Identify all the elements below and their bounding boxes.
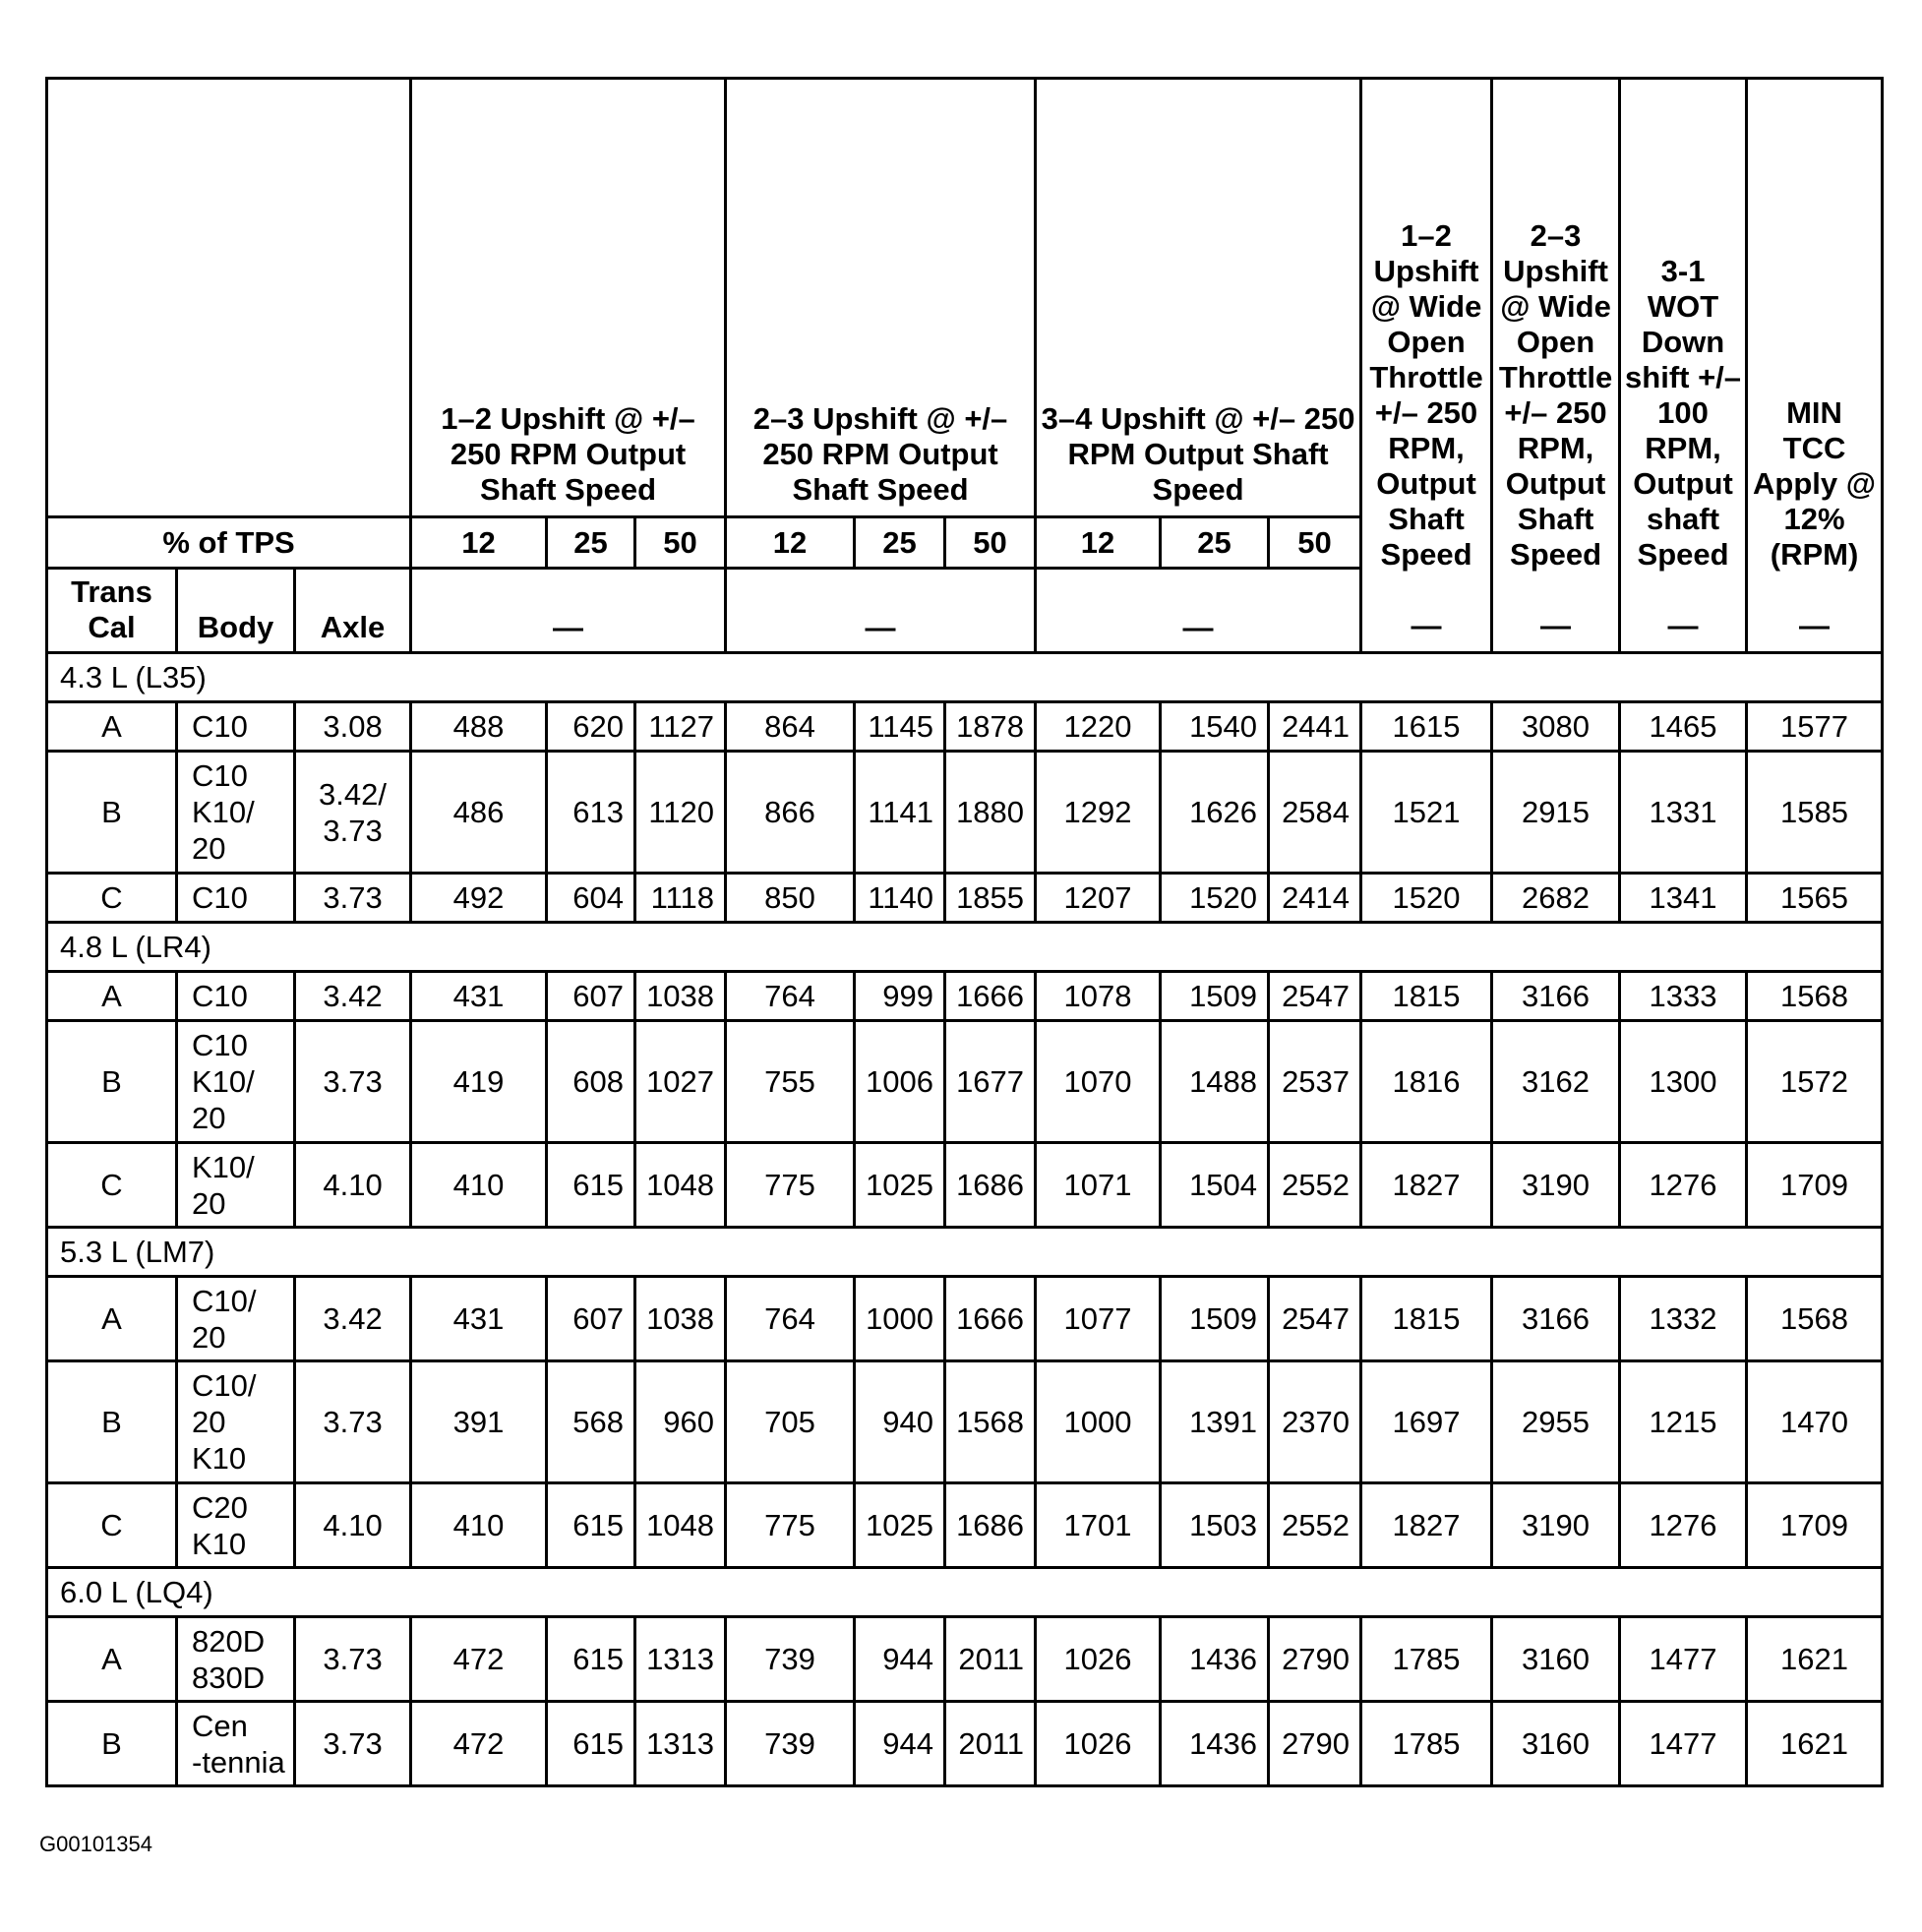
rpm-value-cell: 1048 [635,1143,726,1228]
rpm-value-cell: 1276 [1620,1143,1747,1228]
rpm-value-cell: 1568 [1747,1277,1883,1361]
trans-cal-cell: B [47,1021,177,1143]
rpm-value-cell: 1686 [945,1483,1036,1568]
rpm-value-cell: 410 [411,1483,547,1568]
trans-cal-cell: C [47,874,177,923]
rpm-value-cell: 1070 [1036,1021,1161,1143]
rpm-value-cell: 3190 [1492,1483,1620,1568]
rpm-value-cell: 472 [411,1617,547,1702]
axle-cell: 3.73 [295,1021,411,1143]
rpm-value-cell: 2552 [1269,1143,1361,1228]
rpm-value-cell: 1141 [855,752,945,874]
rpm-value-cell: 2370 [1269,1361,1361,1483]
rpm-value-cell: 1220 [1036,702,1161,752]
rpm-value-cell: 1701 [1036,1483,1161,1568]
rpm-value-cell: 1000 [1036,1361,1161,1483]
rpm-value-cell: 850 [726,874,855,923]
rpm-value-cell: 568 [547,1361,635,1483]
wot12-header [1361,79,1492,653]
rpm-value-cell: 1077 [1036,1277,1161,1361]
body-cell: C10 [177,972,295,1021]
body-cell: C20 K10 [177,1483,295,1568]
tps-value: 50 [945,517,1036,569]
body-cell: C10/ 20 K10 [177,1361,295,1483]
trans-cal-cell: A [47,702,177,752]
trans-cal-cell: A [47,1617,177,1702]
rpm-value-cell: 2547 [1269,1277,1361,1361]
tps-value: 50 [635,517,726,569]
rpm-value-cell: 1313 [635,1617,726,1702]
trans-cal-cell: C [47,1483,177,1568]
rpm-value-cell: 1880 [945,752,1036,874]
table-row [47,972,1883,1021]
rpm-value-cell: 1436 [1161,1617,1269,1702]
figure-id-caption: G00101354 [39,1832,152,1856]
rpm-value-cell: 2790 [1269,1617,1361,1702]
axle-cell: 3.73 [295,1702,411,1786]
rpm-value-cell: 604 [547,874,635,923]
rpm-value-cell: 1292 [1036,752,1161,874]
rpm-value-cell: 391 [411,1361,547,1483]
rpm-value-cell: 1568 [1747,972,1883,1021]
axle-cell: 3.08 [295,702,411,752]
rpm-value-cell: 1038 [635,972,726,1021]
up34-header: 3–4 Upshift @ +/– 250 RPM Output Shaft Speed [1036,79,1361,517]
engine-group-row [47,923,1883,972]
rpm-value-cell: 1118 [635,874,726,923]
rpm-value-cell: 1815 [1361,972,1492,1021]
axle-cell: 3.73 [295,874,411,923]
rpm-value-cell: 1071 [1036,1143,1161,1228]
down31-header [1620,79,1747,653]
rpm-value-cell: 1503 [1161,1483,1269,1568]
rpm-value-cell: 999 [855,972,945,1021]
rpm-value-cell: 472 [411,1702,547,1786]
rpm-value-cell: 1276 [1620,1483,1747,1568]
rpm-value-cell: 1666 [945,972,1036,1021]
rpm-value-cell: 2537 [1269,1021,1361,1143]
down31-dash: — [1667,608,1699,642]
wot23-dash: — [1540,608,1572,642]
table-row [47,752,1883,874]
wot12-title: 1–2 Upshift @ Wide Open Throttle +/– 250 RPM, Output Shaft Speed [1369,218,1483,572]
body-cell: C10/ 20 [177,1277,295,1361]
shift-speed-table [45,77,1884,1787]
rpm-value-cell: 419 [411,1021,547,1143]
title-header-row [47,79,1883,517]
rpm-value-cell: 960 [635,1361,726,1483]
rpm-value-cell: 944 [855,1617,945,1702]
engine-label: 6.0 L (LQ4) [47,1568,1883,1617]
rpm-value-cell: 615 [547,1617,635,1702]
tps-value: 12 [1036,517,1161,569]
body-cell: Cen -tennia [177,1702,295,1786]
table-row [47,1361,1883,1483]
rpm-value-cell: 866 [726,752,855,874]
rpm-value-cell: 705 [726,1361,855,1483]
tps-value: 12 [726,517,855,569]
rpm-value-cell: 1621 [1747,1617,1883,1702]
rpm-value-cell: 488 [411,702,547,752]
up23-header: 2–3 Upshift @ +/– 250 RPM Output Shaft Speed [726,79,1036,517]
rpm-value-cell: 1585 [1747,752,1883,874]
tcc-dash: — [1799,608,1831,642]
rpm-value-cell: 1686 [945,1143,1036,1228]
engine-group-row [47,653,1883,702]
rpm-value-cell: 1300 [1620,1021,1747,1143]
rpm-value-cell: 1666 [945,1277,1036,1361]
rpm-value-cell: 607 [547,1277,635,1361]
rpm-value-cell: 1565 [1747,874,1883,923]
tps-value: 25 [855,517,945,569]
rpm-value-cell: 1540 [1161,702,1269,752]
trans-cal-cell: B [47,1702,177,1786]
trans-cal-cell: A [47,972,177,1021]
rpm-value-cell: 1078 [1036,972,1161,1021]
up12-header: 1–2 Upshift @ +/– 250 RPM Output Shaft Speed [411,79,726,517]
rpm-value-cell: 1577 [1747,702,1883,752]
body-cell: C10 [177,702,295,752]
trans-cal-cell: B [47,1361,177,1483]
axle-header: Axle [295,569,411,653]
engine-group-row [47,1568,1883,1617]
rpm-value-cell: 764 [726,972,855,1021]
rpm-value-cell: 1026 [1036,1702,1161,1786]
rpm-value-cell: 1509 [1161,972,1269,1021]
body-cell: C10 K10/ 20 [177,752,295,874]
rpm-value-cell: 1000 [855,1277,945,1361]
tcc-header [1747,79,1883,653]
trans-cal-cell: B [47,752,177,874]
rpm-value-cell: 1477 [1620,1702,1747,1786]
rpm-value-cell: 775 [726,1483,855,1568]
table-row [47,1143,1883,1228]
rpm-value-cell: 3162 [1492,1021,1620,1143]
rpm-value-cell: 613 [547,752,635,874]
rpm-value-cell: 1785 [1361,1617,1492,1702]
rpm-value-cell: 1026 [1036,1617,1161,1702]
rpm-value-cell: 1815 [1361,1277,1492,1361]
axle-cell: 3.73 [295,1617,411,1702]
rpm-value-cell: 2915 [1492,752,1620,874]
rpm-value-cell: 1465 [1620,702,1747,752]
rpm-value-cell: 431 [411,1277,547,1361]
rpm-value-cell: 1048 [635,1483,726,1568]
rpm-value-cell: 940 [855,1361,945,1483]
rpm-value-cell: 755 [726,1021,855,1143]
rpm-value-cell: 1827 [1361,1483,1492,1568]
rpm-value-cell: 1025 [855,1483,945,1568]
rpm-value-cell: 775 [726,1143,855,1228]
rpm-value-cell: 1572 [1747,1021,1883,1143]
tps-label: % of TPS [47,517,411,569]
rpm-value-cell: 1520 [1361,874,1492,923]
rpm-value-cell: 1391 [1161,1361,1269,1483]
axle-cell: 3.42/ 3.73 [295,752,411,874]
rpm-value-cell: 1827 [1361,1143,1492,1228]
rpm-value-cell: 3166 [1492,1277,1620,1361]
rpm-value-cell: 2414 [1269,874,1361,923]
up12-dash: — [411,569,726,653]
rpm-value-cell: 864 [726,702,855,752]
trans-cal-cell: C [47,1143,177,1228]
rpm-value-cell: 2955 [1492,1361,1620,1483]
tps-value: 50 [1269,517,1361,569]
tps-value: 12 [411,517,547,569]
rpm-value-cell: 1709 [1747,1483,1883,1568]
wot12-dash: — [1411,608,1442,642]
rpm-value-cell: 1621 [1747,1702,1883,1786]
engine-label: 4.3 L (L35) [47,653,1883,702]
up34-dash: — [1036,569,1361,653]
rpm-value-cell: 1120 [635,752,726,874]
rpm-value-cell: 1626 [1161,752,1269,874]
rpm-value-cell: 764 [726,1277,855,1361]
rpm-value-cell: 1127 [635,702,726,752]
rpm-value-cell: 607 [547,972,635,1021]
rpm-value-cell: 486 [411,752,547,874]
rpm-value-cell: 1436 [1161,1702,1269,1786]
rpm-value-cell: 3190 [1492,1143,1620,1228]
rpm-value-cell: 1816 [1361,1021,1492,1143]
corner-blank-cell [47,79,411,517]
rpm-value-cell: 944 [855,1702,945,1786]
rpm-value-cell: 1331 [1620,752,1747,874]
axle-cell: 3.42 [295,972,411,1021]
rpm-value-cell: 1509 [1161,1277,1269,1361]
rpm-value-cell: 2441 [1269,702,1361,752]
rpm-value-cell: 1615 [1361,702,1492,752]
rpm-value-cell: 2552 [1269,1483,1361,1568]
rpm-value-cell: 739 [726,1702,855,1786]
rpm-value-cell: 2547 [1269,972,1361,1021]
tcc-title: MIN TCC Apply @ 12% (RPM) [1753,395,1877,572]
rpm-value-cell: 1697 [1361,1361,1492,1483]
trans-cal-cell: A [47,1277,177,1361]
rpm-value-cell: 1677 [945,1021,1036,1143]
rpm-value-cell: 615 [547,1143,635,1228]
body-cell: 820D 830D [177,1617,295,1702]
rpm-value-cell: 1140 [855,874,945,923]
rpm-value-cell: 1521 [1361,752,1492,874]
engine-label: 5.3 L (LM7) [47,1228,1883,1277]
table-row [47,702,1883,752]
body-cell: C10 K10/ 20 [177,1021,295,1143]
rpm-value-cell: 1470 [1747,1361,1883,1483]
wot23-header [1492,79,1620,653]
trans-cal-header: Trans Cal [47,569,177,653]
engine-group-row [47,1228,1883,1277]
rpm-value-cell: 1313 [635,1702,726,1786]
rpm-value-cell: 1025 [855,1143,945,1228]
rpm-value-cell: 615 [547,1702,635,1786]
up23-dash: — [726,569,1036,653]
engine-label: 4.8 L (LR4) [47,923,1883,972]
body-cell: K10/ 20 [177,1143,295,1228]
rpm-value-cell: 2011 [945,1702,1036,1786]
rpm-value-cell: 1709 [1747,1143,1883,1228]
rpm-value-cell: 3160 [1492,1702,1620,1786]
rpm-value-cell: 1215 [1620,1361,1747,1483]
rpm-value-cell: 2011 [945,1617,1036,1702]
rpm-value-cell: 1520 [1161,874,1269,923]
table-row [47,1277,1883,1361]
rpm-value-cell: 492 [411,874,547,923]
rpm-value-cell: 1207 [1036,874,1161,923]
rpm-value-cell: 3160 [1492,1617,1620,1702]
rpm-value-cell: 1477 [1620,1617,1747,1702]
rpm-value-cell: 1504 [1161,1143,1269,1228]
tps-value: 25 [1161,517,1269,569]
rpm-value-cell: 1145 [855,702,945,752]
rpm-value-cell: 620 [547,702,635,752]
rpm-value-cell: 739 [726,1617,855,1702]
wot23-title: 2–3 Upshift @ Wide Open Throttle +/– 250 RPM, Output Shaft Speed [1498,218,1613,572]
rpm-value-cell: 1027 [635,1021,726,1143]
rpm-value-cell: 615 [547,1483,635,1568]
down31-title: 3-1 WOT Down shift +/– 100 RPM, Output shaft Speed [1625,254,1742,572]
body-header: Body [177,569,295,653]
rpm-value-cell: 1878 [945,702,1036,752]
rpm-value-cell: 3166 [1492,972,1620,1021]
rpm-value-cell: 1341 [1620,874,1747,923]
table-row [47,1483,1883,1568]
table-row [47,1617,1883,1702]
axle-cell: 4.10 [295,1483,411,1568]
rpm-value-cell: 3080 [1492,702,1620,752]
rpm-value-cell: 1038 [635,1277,726,1361]
axle-cell: 4.10 [295,1143,411,1228]
rpm-value-cell: 1855 [945,874,1036,923]
rpm-value-cell: 608 [547,1021,635,1143]
tps-value: 25 [547,517,635,569]
rpm-value-cell: 1568 [945,1361,1036,1483]
rpm-value-cell: 2584 [1269,752,1361,874]
rpm-value-cell: 2682 [1492,874,1620,923]
rpm-value-cell: 2790 [1269,1702,1361,1786]
axle-cell: 3.42 [295,1277,411,1361]
table-row [47,1021,1883,1143]
body-cell: C10 [177,874,295,923]
rpm-value-cell: 1006 [855,1021,945,1143]
table-row [47,1702,1883,1786]
rpm-value-cell: 1488 [1161,1021,1269,1143]
rpm-value-cell: 1332 [1620,1277,1747,1361]
rpm-value-cell: 431 [411,972,547,1021]
table-row [47,874,1883,923]
rpm-value-cell: 1785 [1361,1702,1492,1786]
axle-cell: 3.73 [295,1361,411,1483]
rpm-value-cell: 410 [411,1143,547,1228]
rpm-value-cell: 1333 [1620,972,1747,1021]
